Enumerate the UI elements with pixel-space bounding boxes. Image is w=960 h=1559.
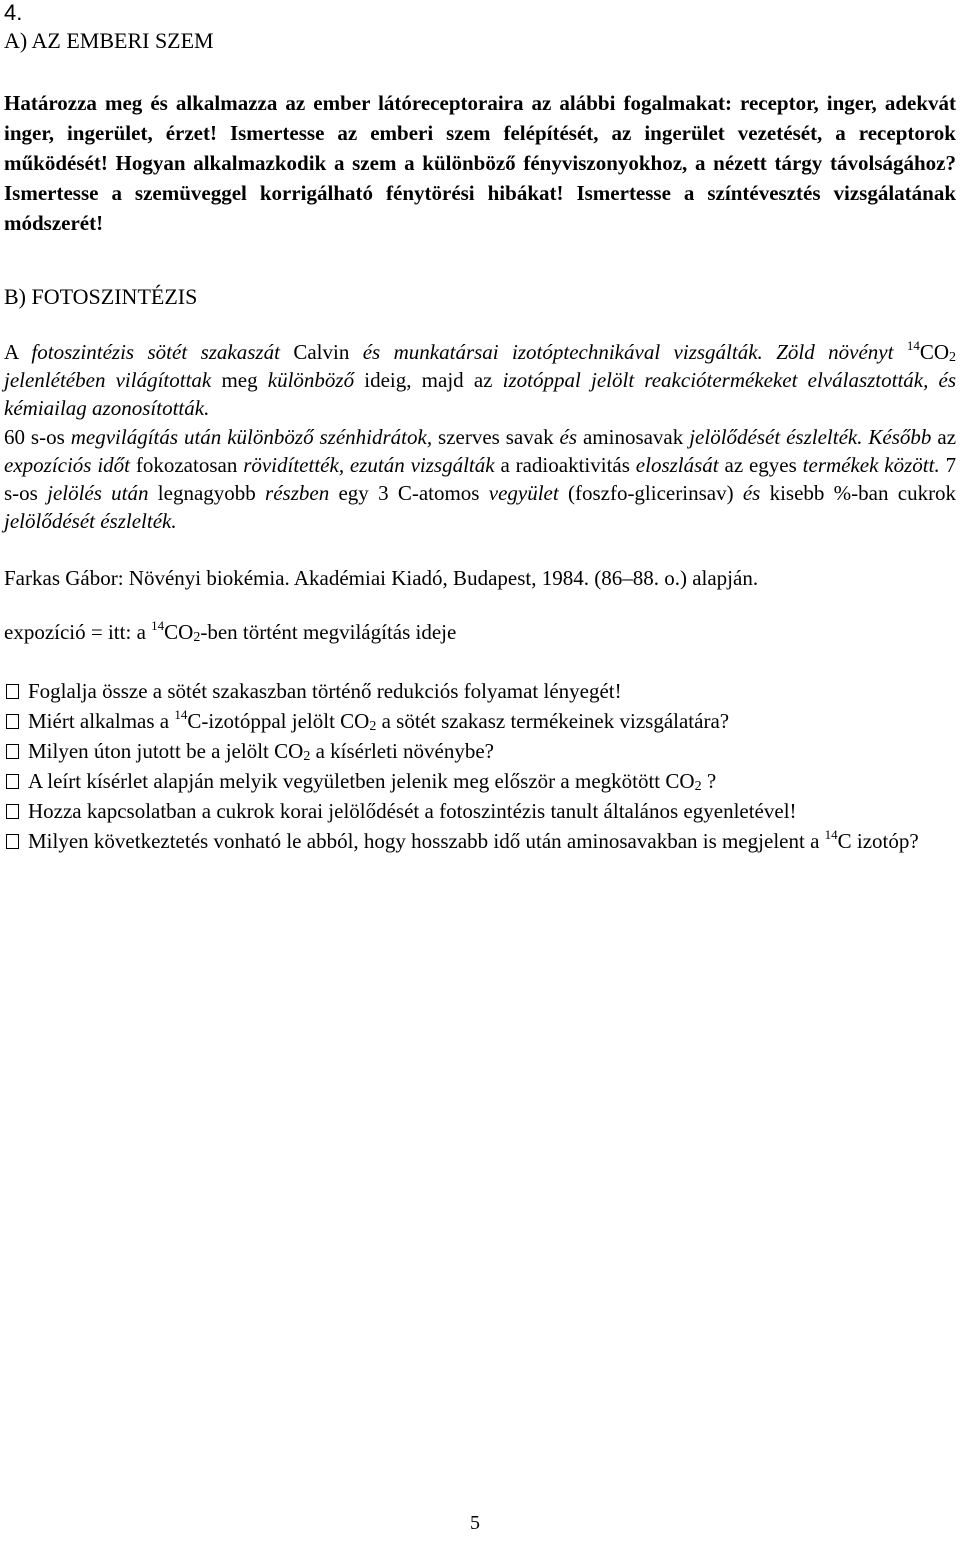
text: Calvin (293, 340, 350, 364)
checkbox-icon (6, 744, 19, 759)
question-text: Miért alkalmas a (28, 709, 170, 733)
isotope-mass: 14 (824, 827, 838, 842)
text: (foszfo-glicerinsav) (567, 481, 734, 505)
source-citation: Farkas Gábor: Növényi biokémia. Akadémiai Kiadó, Budapest, 1984. (86–88. o.) alapján. (4, 566, 759, 590)
question-text: A leírt kísérlet alapján melyik vegyületben jelenik meg először a megkötött CO (28, 769, 695, 793)
text: és (742, 481, 761, 505)
text: expozíció = itt: a (4, 620, 146, 644)
text: jelölt reakciótermékeket elválasztották, és kémiailag azonosították. (4, 368, 957, 420)
text: ideig, majd az (364, 368, 493, 392)
checkbox-icon (6, 804, 19, 819)
subscript: 2 (949, 350, 957, 365)
text: szerves savak (438, 425, 554, 449)
question-text: Foglalja össze a sötét szakaszban történő redukciós folyamat lényegét! (28, 679, 622, 703)
text: legnagyobb (157, 481, 256, 505)
paragraph-1 (4, 338, 956, 422)
text: CO (919, 340, 950, 364)
question-item (4, 826, 956, 856)
question-text: C izotóp? (837, 829, 919, 853)
text: fokozatosan (135, 453, 238, 477)
checkbox-icon (6, 714, 19, 729)
task-number: 4. (4, 0, 23, 25)
page-number: 5 (470, 1512, 480, 1534)
text: jelölődését észlelték. Később (689, 425, 932, 449)
question-text: Hozza kapcsolatban a cukrok korai jelölődését a fotoszintézis tanult általános egyenletével! (28, 799, 797, 823)
text: A (4, 340, 19, 364)
subscript: 2 (694, 779, 702, 794)
subscript: 2 (303, 749, 311, 764)
text: termékek között. (802, 453, 940, 477)
checkbox-icon (6, 684, 19, 699)
text: 60 s-os (4, 425, 65, 449)
text: eloszlását (635, 453, 719, 477)
section-b-title: B) FOTOSZINTÉZIS (4, 284, 198, 309)
text: az egyes (724, 453, 797, 477)
checkbox-icon (6, 774, 19, 789)
text: jelenlétében világítottak (4, 368, 212, 392)
text: fotoszintézis sötét szakaszát (31, 340, 280, 364)
question-text: ? (706, 769, 717, 793)
text: 7 s-os (4, 453, 957, 505)
text: egy 3 C-atomos (338, 481, 480, 505)
paragraph-2 (4, 423, 956, 535)
text: és (559, 425, 578, 449)
text: expozíciós időt (4, 453, 130, 477)
text: különböző (267, 368, 355, 392)
text: aminosavak (582, 425, 684, 449)
question-item (4, 736, 956, 766)
text: meg (221, 368, 258, 392)
text: jelölés után (47, 481, 149, 505)
text: kisebb %-ban cukrok (769, 481, 957, 505)
text: a radioaktivitás (500, 453, 630, 477)
text: részben (265, 481, 330, 505)
text: -ben történt megvilágítás ideje (200, 620, 457, 644)
question-text: Milyen következtetés vonható le abból, hogy hosszabb idő után aminosavakban is megjelent a (28, 829, 820, 853)
question-text: a kísérleti növénybe? (315, 739, 494, 763)
question-text: C-izotóppal jelölt CO (187, 709, 370, 733)
question-list (4, 676, 956, 856)
text: megvilágítás után különböző szénhidrátok, (70, 425, 433, 449)
subscript: 2 (369, 719, 377, 734)
question-item (4, 706, 956, 736)
isotope-mass: 14 (174, 707, 188, 722)
isotope-mass: 14 (906, 338, 920, 353)
section-a-title: A) AZ EMBERI SZEM (4, 28, 214, 53)
text: jelölődését észlelték. (4, 509, 177, 533)
definition-line (4, 620, 456, 645)
checkbox-icon (6, 834, 19, 849)
question-text: Milyen úton jutott be a jelölt CO (28, 739, 304, 763)
question-text: a sötét szakasz termékeinek vizsgálatára? (381, 709, 730, 733)
text: CO (164, 620, 194, 644)
text: vegyület (488, 481, 559, 505)
text: az (937, 425, 957, 449)
section-a-task: Határozza meg és alkalmazza az ember látóreceptoraira az alábbi fogalmakat: receptor, inger, adekvát inger, ingerület, érzet! Ismertesse az emberi szem felépítését, az ingerület vezetését, a receptorok működését! Hogyan alkalmazkodik a szem a különböző fényviszonyokhoz, a nézett tárgy távolságához? Ismertesse a szemüveggel korrigálható fénytörési hibákat! Ismertesse a színtévesztés vizsgálatának módszerét! (4, 91, 956, 235)
question-item (4, 676, 956, 706)
text: rövidítették, ezután vizsgálták (243, 453, 495, 477)
question-item (4, 796, 956, 826)
text: izotóppal (502, 368, 581, 392)
subscript: 2 (193, 630, 201, 645)
question-item (4, 766, 956, 796)
text: és munkatársai izotóptechnikával vizsgálták. Zöld növényt (362, 340, 894, 364)
isotope-mass: 14 (151, 618, 165, 633)
